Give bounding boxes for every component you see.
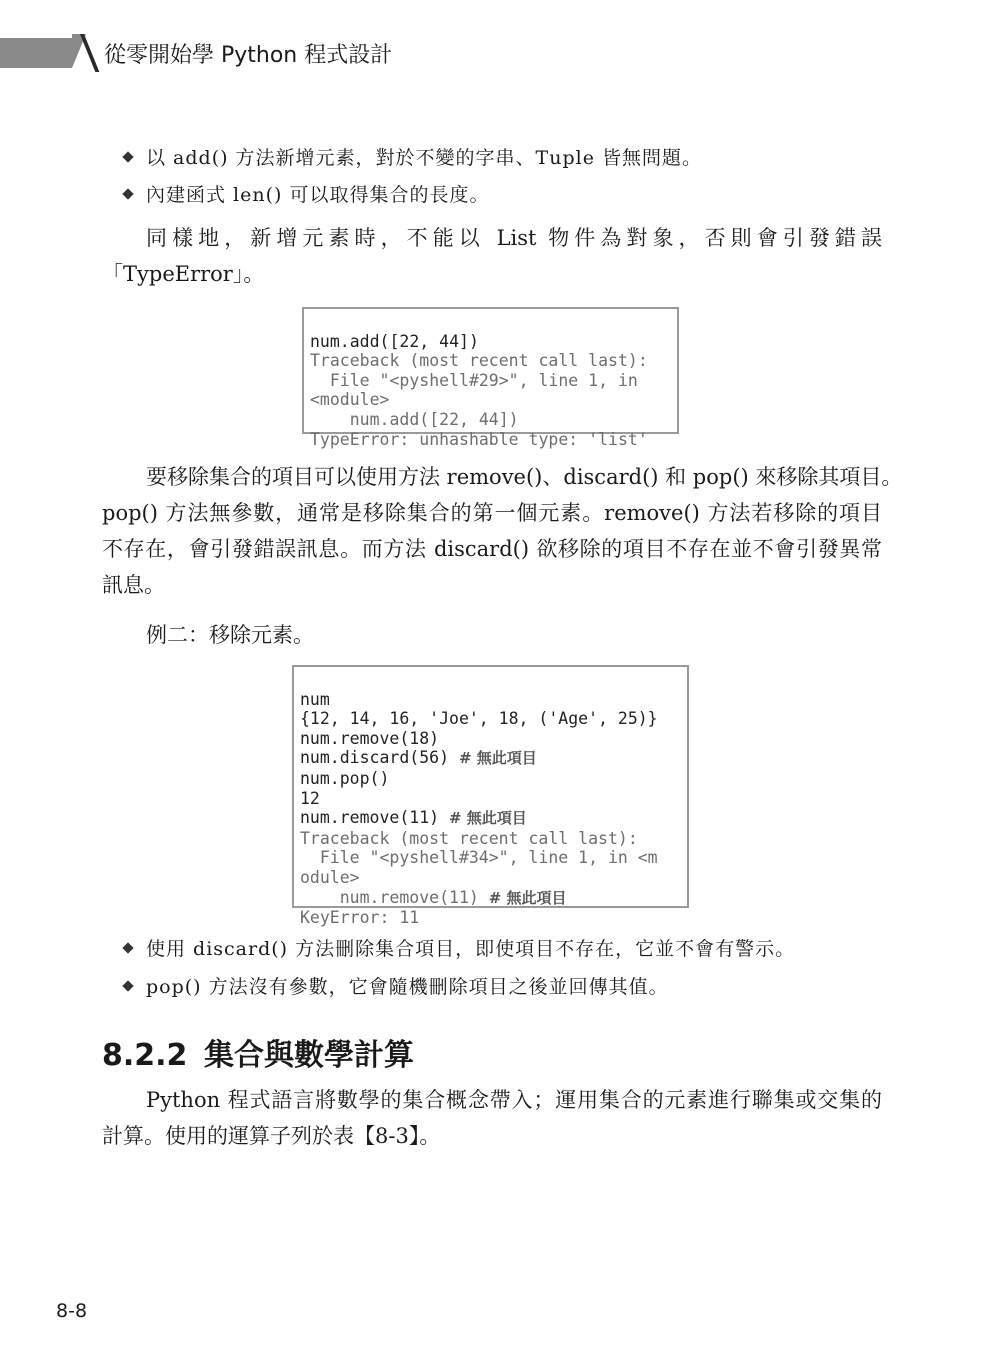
paragraph-line: 「TypeError」。 [102, 262, 265, 286]
diamond-bullet-icon [122, 942, 133, 953]
bullet-text: 以 add() 方法新增元素，對於不變的字串、Tuple 皆無問題。 [146, 147, 702, 169]
code-line: File "<pyshell#29>", line 1, in [310, 370, 638, 390]
example-label: 例二：移除元素。 [146, 623, 314, 647]
paragraph-line: 計算。使用的運算子列於表【8-3】。 [102, 1124, 441, 1148]
section-number: 8.2.2 [102, 1038, 188, 1073]
code-line [300, 808, 683, 829]
code-line [300, 888, 683, 909]
code-line: TypeError: unhashable type: 'list' [310, 429, 648, 449]
paragraph-sets-math [146, 1082, 882, 1118]
code-line: num [300, 689, 330, 709]
code-line: Traceback (most recent call last): [300, 828, 638, 848]
paragraph-sets-math-cont [102, 1118, 882, 1154]
code-line: {12, 14, 16, 'Joe', 18, ('Age', 25)} [300, 709, 658, 729]
code-block-add-error [302, 307, 679, 449]
header-bar [0, 38, 72, 68]
paragraph-line: 不存在，會引發錯誤訊息。而方法 discard() 欲移除的項目不存在並不會引發異常 [102, 537, 882, 561]
code-line: num.pop() [300, 768, 390, 788]
bullet-text: 內建函式 len() 可以取得集合的長度。 [146, 184, 490, 206]
example-caption [146, 617, 926, 653]
code-line: KeyError: 11 [300, 908, 420, 928]
bullet-item [124, 143, 702, 170]
code-line [300, 748, 683, 769]
code-comment: # 無此項目 [449, 809, 527, 828]
code-line: <module> [310, 390, 390, 410]
diamond-bullet-icon [122, 151, 133, 162]
code-line: num.remove(18) [300, 728, 440, 748]
bullet-item [124, 934, 795, 961]
diamond-bullet-icon [122, 188, 133, 199]
paragraph-remove-cont [102, 495, 882, 603]
paragraph-typeerror [146, 220, 882, 256]
code-comment: # 無此項目 [488, 888, 567, 907]
bullet-text: 使用 discard() 方法刪除集合項目，即使項目不存在，它並不會有警示。 [146, 938, 796, 960]
bullet-text: pop() 方法沒有參數，它會隨機刪除項目之後並回傳其值。 [146, 976, 669, 998]
page-number: 8-8 [56, 1300, 88, 1322]
bullet-item [124, 972, 669, 999]
paragraph-remove [146, 459, 903, 495]
paragraph-line: 訊息。 [102, 573, 165, 597]
bullet-item [124, 180, 489, 207]
page-header [0, 34, 1000, 74]
code-text: num.remove(11) [300, 808, 450, 828]
code-line: num.add([22, 44]) [310, 409, 519, 429]
diamond-bullet-icon [122, 980, 133, 991]
paragraph-line: 同樣地，新增元素時，不能以 List 物件為對象，否則會引發錯誤 [146, 226, 882, 250]
section-heading [102, 1030, 414, 1074]
paragraph-line: pop() 方法無參數，通常是移除集合的第一個元素。remove() 方法若移除的項目 [102, 501, 882, 525]
paragraph-line: Python 程式語言將數學的集合概念帶入；運用集合的元素進行聯集或交集的 [146, 1088, 882, 1112]
code-line: Traceback (most recent call last): [310, 351, 648, 371]
book-title: 從零開始學 Python 程式設計 [104, 43, 393, 68]
section-title: 集合與數學計算 [204, 1038, 414, 1073]
paragraph-line: 要移除集合的項目可以使用方法 remove()、discard() 和 pop() 來移除其項目。 [146, 465, 903, 489]
code-line: odule> [300, 867, 360, 887]
paragraph-typeerror-cont [102, 256, 882, 292]
code-text: num.remove(11) [300, 887, 489, 907]
code-comment: # 無此項目 [458, 749, 537, 768]
code-line: num.add([22, 44]) [310, 331, 479, 351]
code-block-remove [292, 665, 689, 928]
code-line: 12 [300, 788, 320, 808]
code-line: File "<pyshell#34>", line 1, in <m [300, 848, 658, 868]
code-text: num.discard(56) [300, 748, 459, 768]
